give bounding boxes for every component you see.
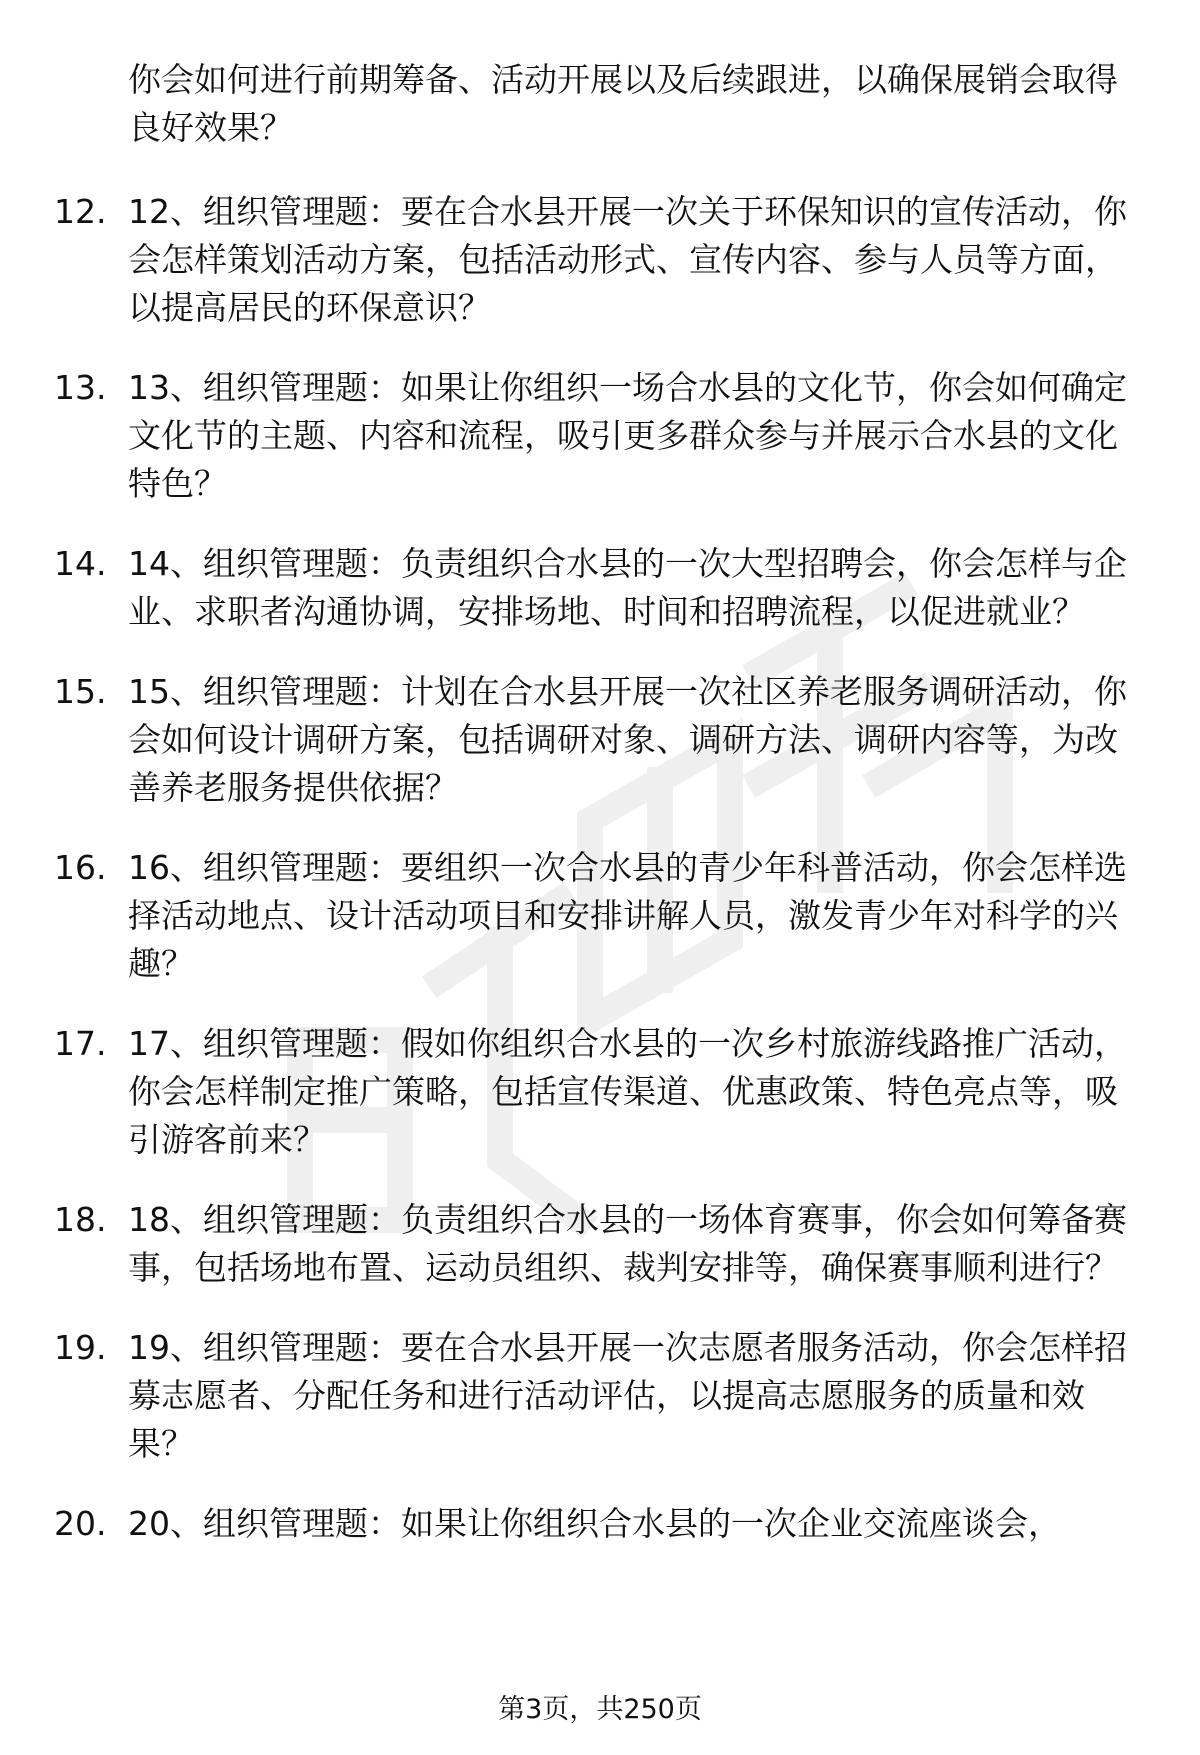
list-item [0,188,1138,332]
question-text: 18、组织管理题：负责组织合水县的一场体育赛事，你会如何筹备赛事，包括场地布置、运动员组织、裁判安排等，确保赛事顺利进行？ [128,1200,1127,1287]
question-number: 15. [54,672,107,711]
list-item [0,540,1138,636]
question-text: 12、组织管理题：要在合水县开展一次关于环保知识的宣传活动，你会怎样策划活动方案，包括活动形式、宣传内容、参与人员等方面，以提高居民的环保意识？ [128,192,1127,327]
list-item [0,844,1138,988]
question-number: 18. [54,1200,107,1239]
question-text: 20、组织管理题：如果让你组织合水县的一次企业交流座谈会， [128,1504,1061,1543]
list-item [0,1324,1138,1468]
question-text: 14、组织管理题：负责组织合水县的一次大型招聘会，你会怎样与企业、求职者沟通协调，安排场地、时间和招聘流程，以促进就业？ [128,544,1127,631]
question-number: 12. [54,192,107,231]
question-number: 19. [54,1328,107,1367]
continuation-paragraph: 你会如何进行前期筹备、活动开展以及后续跟进，以确保展销会取得良好效果？ [128,60,1118,147]
question-text: 19、组织管理题：要在合水县开展一次志愿者服务活动，你会怎样招募志愿者、分配任务和进行活动评估，以提高志愿服务的质量和效果？ [128,1328,1127,1463]
question-text: 15、组织管理题：计划在合水县开展一次社区养老服务调研活动，你会如何设计调研方案，包括调研对象、调研方法、调研内容等，为改善养老服务提供依据？ [128,672,1127,807]
list-item [0,1020,1138,1164]
list-item [0,1196,1138,1292]
question-list [0,188,1200,1580]
question-number: 17. [54,1024,107,1063]
question-text: 13、组织管理题：如果让你组织一场合水县的文化节，你会如何确定文化节的主题、内容和流程，吸引更多群众参与并展示合水县的文化特色？ [128,368,1127,503]
question-text: 17、组织管理题：假如你组织合水县的一次乡村旅游线路推广活动，你会怎样制定推广策略，包括宣传渠道、优惠政策、特色亮点等，吸引游客前来？ [128,1024,1127,1159]
question-number: 20. [54,1504,107,1543]
list-item [0,364,1138,508]
question-text: 16、组织管理题：要组织一次合水县的青少年科普活动，你会怎样选择活动地点、设计活动项目和安排讲解人员，激发青少年对科学的兴趣？ [128,848,1127,983]
page-number-label: 第3页，共250页 [498,1694,702,1725]
list-item [0,668,1138,812]
page-footer [0,1690,1200,1730]
question-number: 14. [54,544,107,583]
question-number: 13. [54,368,107,407]
question-number: 16. [54,848,107,887]
list-item [0,1500,1138,1548]
